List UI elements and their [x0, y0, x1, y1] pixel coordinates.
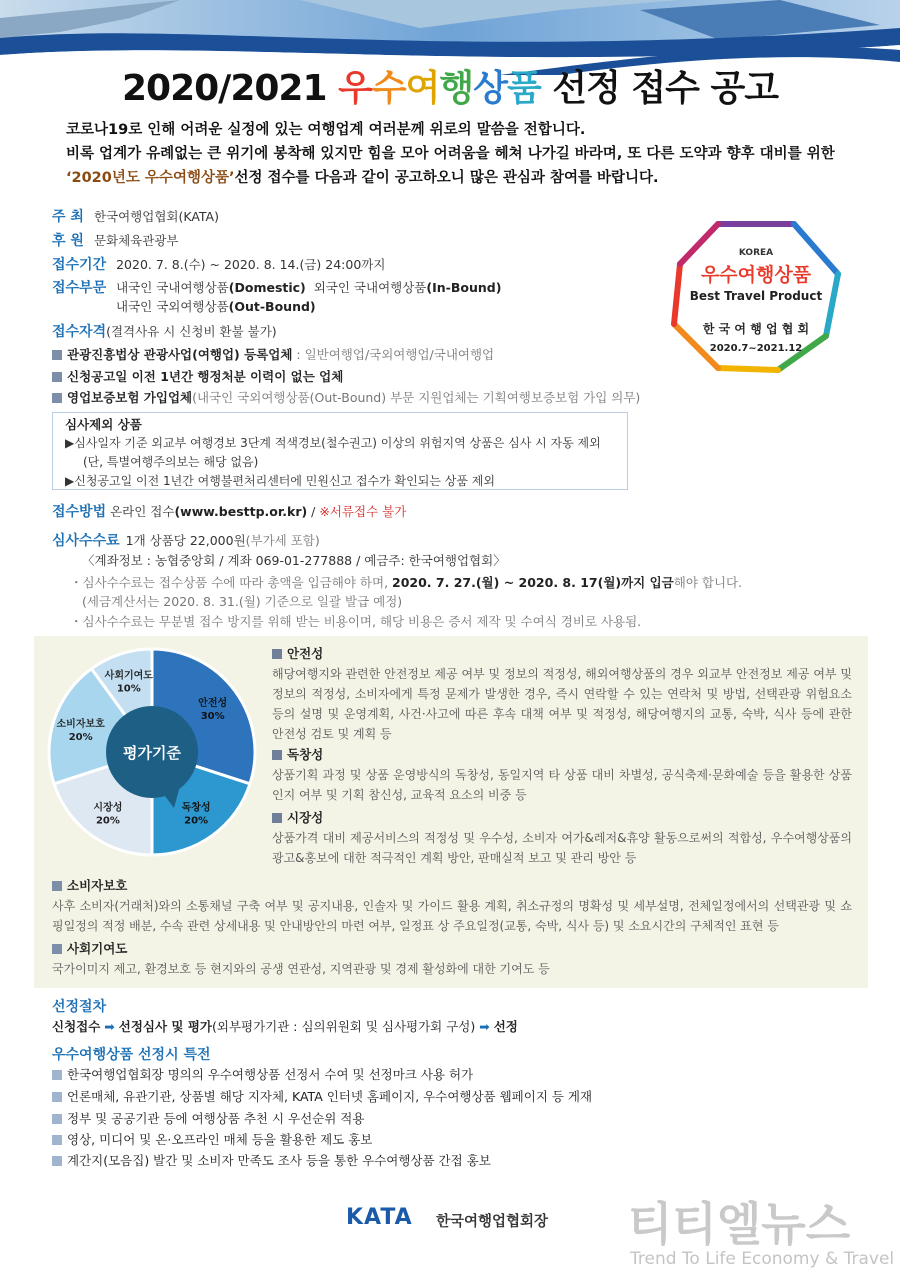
chart-value-label: 20%	[95, 815, 120, 827]
qualification-item-rest: (내국인 국외여행상품(Out-Bound) 부문 지원업체는 기획여행보증보험 가입 의무)	[192, 390, 641, 405]
process-step-1: 신청접수	[52, 1019, 101, 1034]
bullet-square-icon	[52, 881, 62, 891]
title-char-2: 수	[371, 68, 406, 109]
qualification-row	[52, 321, 277, 341]
period-row	[52, 254, 385, 274]
category-row-2	[116, 297, 316, 315]
benefits-heading: 우수여행상품 선정시 특전	[52, 1047, 211, 1063]
badge-top: KOREA	[738, 248, 774, 258]
title-char-6: 품	[506, 68, 541, 109]
category-2a: 내국인 국외여행상품	[116, 299, 229, 314]
arrow-right-icon: ➡	[104, 1019, 115, 1034]
title-highlight	[338, 68, 552, 109]
bullet-square-icon	[272, 649, 282, 659]
criterion-name: 시장성	[287, 810, 324, 825]
fee-note-1b: 2020. 7. 27.(월) ~ 2020. 8. 17(월)까지 입금	[392, 575, 674, 590]
chart-value-label: 20%	[68, 731, 93, 743]
process-heading: 선정절차	[52, 999, 107, 1015]
benefit-text: 영상, 미디어 및 온·오프라인 매체 등을 활용한 제도 홍보	[67, 1132, 373, 1147]
category-1b: (Domestic)	[228, 280, 306, 295]
intro-line-1: 코로나19로 인해 어려운 실정에 있는 여행업계 여러분께 위로의 말씀을 전합니다.	[66, 122, 586, 138]
exclusion-item: ▶신청공고일 이전 1년간 여행불편처리센터에 민원신고 접수가 확인되는 상품 제외	[65, 474, 495, 488]
category-1a: 내국인 국내여행상품	[116, 280, 229, 295]
criterion-text: 해당여행지와 관련한 안전정보 제공 여부 및 정보의 적정성, 해외여행상품의 경우 외교부 안전정보 제공 여부 및 정보의 적정성, 소비자에게 특정 문제가 발생한 경우, 즉시 연락할 수 있는 연락처 및 방법, 선택관광 위험요소 등의 설명 및 운영계획, 사건·사고에 따른 후속 대책 여부 및 적정성, 해당여행지의 교통, 숙박, 식사 등에 관한 안전성 검토 및 계획 등	[272, 667, 852, 741]
bullet-square-icon	[52, 944, 62, 954]
benefit-text: 정부 및 공공기관 등에 여행상품 추천 시 우선순위 적용	[67, 1111, 365, 1126]
category-1c: 외국인 국내여행상품	[313, 280, 427, 295]
category-label: 접수부문	[52, 280, 107, 296]
criterion-text: 국가이미지 제고, 환경보호 등 현지와의 공생 연관성, 지역관광 및 경제 활성화에 대한 기여도 등	[52, 962, 550, 976]
sponsor-label: 후 원	[52, 233, 84, 249]
method-note: ※서류접수 불가	[319, 504, 407, 519]
exclusion-heading: 심사제외 상품	[65, 417, 142, 432]
benefit-item	[52, 1151, 491, 1169]
process-step-2-note: (외부평가기관 : 심의위원회 및 심사평가회 구성)	[212, 1019, 476, 1034]
title-char-3: 여	[405, 68, 440, 109]
qualification-item	[52, 388, 640, 406]
bullet-square-icon	[52, 1135, 62, 1145]
chart-category-label: 독창성	[181, 802, 211, 814]
footer-org-name: 한국여행업협회장	[436, 1214, 549, 1230]
method-label: 접수방법	[52, 504, 107, 520]
category-2b: (Out-Bound)	[228, 299, 316, 314]
method-url[interactable]: (www.besttp.or.kr)	[174, 504, 308, 519]
host-row	[52, 206, 219, 226]
fee-note-1a: ・심사수수료는 접수상품 수에 따라 총액을 입금해야 하며,	[70, 575, 393, 590]
benefit-text: 한국여행업협회장 명의의 우수여행상품 선정서 수여 및 선정마크 사용 허가	[67, 1067, 474, 1082]
bullet-square-icon	[52, 1114, 62, 1124]
criterion-text: 상품가격 대비 제공서비스의 적정성 및 우수성, 소비자 여가&레저&휴양 활동으로써의 적합성, 우수여행상품의 광고&홍보에 대한 적극적인 계획 방안, 판매실적 보고 및 관리 방안 등	[272, 831, 852, 865]
bullet-square-icon	[52, 1070, 62, 1080]
badge-name: 우수여행상품	[700, 264, 812, 286]
process-step-2: 선정심사 및 평가	[118, 1019, 212, 1034]
chart-title: 평가기준	[123, 744, 181, 762]
title-char-5: 상	[473, 68, 507, 109]
kata-logo: KATA	[346, 1205, 413, 1230]
method-separator: /	[307, 504, 320, 519]
title-year: 2020/2021	[121, 68, 327, 109]
evaluation-criteria-chart	[42, 642, 262, 862]
benefit-text: 언론매체, 유관기관, 상품별 해당 지자체, KATA 인터넷 홈페이지, 우수여행상품 웹페이지 등 게재	[67, 1089, 593, 1104]
fee-note-1	[70, 573, 742, 591]
benefit-item	[52, 1109, 364, 1127]
badge-english: Best Travel Product	[689, 289, 823, 303]
benefit-item	[52, 1087, 592, 1105]
exclusion-item-sub: (단, 특별여행주의보는 해당 없음)	[83, 455, 259, 469]
criterion-name: 사회기여도	[67, 941, 128, 956]
criterion-name: 소비자보호	[67, 878, 128, 893]
criterion-text: 상품기획 과정 및 상품 운영방식의 독창성, 동일지역 타 상품 대비 차별성, 공식축제·문화예술 등을 활용한 상품인지 여부 및 기획 참신성, 교육적 요소의 비중 등	[272, 768, 852, 802]
benefit-item	[52, 1130, 372, 1148]
best-travel-product-badge	[666, 216, 846, 376]
qualification-label: 접수자격	[52, 324, 107, 340]
criterion-consumer-protection	[52, 876, 852, 936]
method-text: 온라인 접수	[110, 504, 175, 519]
criterion-safety	[272, 644, 852, 744]
sponsor-value: 문화체육관광부	[93, 233, 179, 248]
category-row	[52, 277, 501, 297]
chart-category-label: 안전성	[198, 697, 228, 709]
bullet-square-icon	[52, 350, 62, 360]
criterion-name: 안전성	[287, 646, 324, 661]
sponsor-row	[52, 230, 178, 250]
fee-label: 심사수수료	[52, 533, 120, 549]
fee-text: 1개 상품당 22,000원	[125, 533, 246, 548]
fee-note-2: ・심사수수료는 무분별 접수 방지를 위해 받는 비용이며, 해당 비용은 증서 제작 및 수여식 경비로 사용됨.	[70, 614, 642, 629]
criterion-originality	[272, 745, 852, 805]
benefit-text: 계간지(모음집) 발간 및 소비자 만족도 조사 등을 통한 우수여행상품 간접 홍보	[67, 1153, 491, 1168]
title-rest: 선정 접수 공고	[552, 68, 779, 109]
title-char-4: 행	[439, 68, 474, 109]
intro-line-3-rest: 선정 접수를 다음과 같이 공고하오니 많은 관심과 참여를 바랍니다.	[234, 170, 659, 186]
process-step-3: 선정	[493, 1019, 518, 1034]
page-title	[0, 60, 900, 111]
fee-note-1-sub: (세금계산서는 2020. 8. 31.(월) 기준으로 일괄 발급 예정)	[82, 594, 403, 609]
qualification-item-bold: 영업보증보험 가입업체	[67, 390, 193, 405]
host-value: 한국여행업협회(KATA)	[93, 209, 219, 224]
criterion-marketability	[272, 808, 852, 868]
watermark-tagline: Trend To Life Economy & Travel	[630, 1249, 895, 1269]
qualification-item-rest: : 일반여행업/국외여행업/국내여행업	[292, 347, 495, 362]
fee-account: 〈계좌정보 : 농협중앙회 / 계좌 069-01-277888 / 예금주: 한국여행업협회〉	[82, 553, 506, 568]
criterion-text: 사후 소비자(거래처)와의 소통채널 구축 여부 및 공지내용, 인솔자 및 가이드 활용 계획, 취소규정의 명확성 및 세부설명, 전체일정에서의 선택관광 및 쇼핑일정의 적정 배분, 수속 관련 상세내용 및 안내방안의 마련 여부, 일정표 상 주요일정(교통, 숙박, 식사 등) 및 소요시간의 구체적인 표현 등	[52, 899, 852, 933]
badge-org: 한 국 여 행 업 협 회	[702, 322, 810, 336]
host-label: 주 최	[52, 209, 84, 225]
exclusion-box	[52, 412, 628, 490]
category-1d: (In-Bound)	[426, 280, 502, 295]
intro-text	[66, 118, 866, 190]
bullet-square-icon	[272, 750, 282, 760]
chart-value-label: 30%	[200, 710, 225, 722]
qualification-item-bold: 관광진흥법상 관광사업(여행업) 등록업체	[67, 347, 293, 362]
method-row	[52, 501, 406, 521]
criterion-social-contribution	[52, 939, 852, 979]
chart-category-label: 시장성	[93, 802, 123, 814]
badge-period: 2020.7~2021.12	[709, 343, 803, 354]
chart-category-label: 소비자보호	[56, 718, 105, 730]
fee-note-1c: 해야 합니다.	[673, 575, 743, 590]
arrow-right-icon: ➡	[479, 1019, 490, 1034]
period-label: 접수기간	[52, 257, 107, 273]
title-char-1: 우	[338, 68, 372, 109]
qualification-note: (결격사유 시 신청비 환불 불가)	[106, 324, 277, 339]
bullet-square-icon	[52, 393, 62, 403]
fee-vat: (부가세 포함)	[245, 533, 320, 548]
criterion-name: 독창성	[287, 747, 324, 762]
fee-row	[52, 530, 320, 550]
watermark-name: 티티엘뉴스	[628, 1197, 851, 1251]
intro-line-3	[66, 166, 866, 190]
bullet-square-icon	[52, 1092, 62, 1102]
exclusion-item: ▶심사일자 기준 외교부 여행경보 3단계 적색경보(철수권고) 이상의 위험지역 상품은 심사 시 자동 제외	[65, 436, 601, 450]
bullet-square-icon	[52, 1156, 62, 1166]
chart-value-label: 20%	[184, 815, 209, 827]
benefit-item	[52, 1065, 473, 1083]
chart-category-label: 사회기여도	[104, 670, 153, 682]
chart-value-label: 10%	[116, 683, 141, 695]
intro-highlight: ‘2020년도 우수여행상품’	[66, 170, 235, 186]
bullet-square-icon	[52, 372, 62, 382]
qualification-item-bold: 신청공고일 이전 1년간 행정처분 이력이 없는 업체	[67, 369, 344, 384]
process-steps	[52, 1017, 518, 1035]
bullet-square-icon	[272, 813, 282, 823]
qualification-item	[52, 367, 343, 385]
intro-line-2: 비록 업계가 유례없는 큰 위기에 봉착해 있지만 힘을 모아 어려움을 헤쳐 나가길 바라며, 또 다른 도약과 향후 대비를 위한	[66, 146, 835, 162]
period-value: 2020. 7. 8.(수) ~ 2020. 8. 14.(금) 24:00까지	[116, 257, 386, 272]
qualification-item	[52, 345, 494, 363]
